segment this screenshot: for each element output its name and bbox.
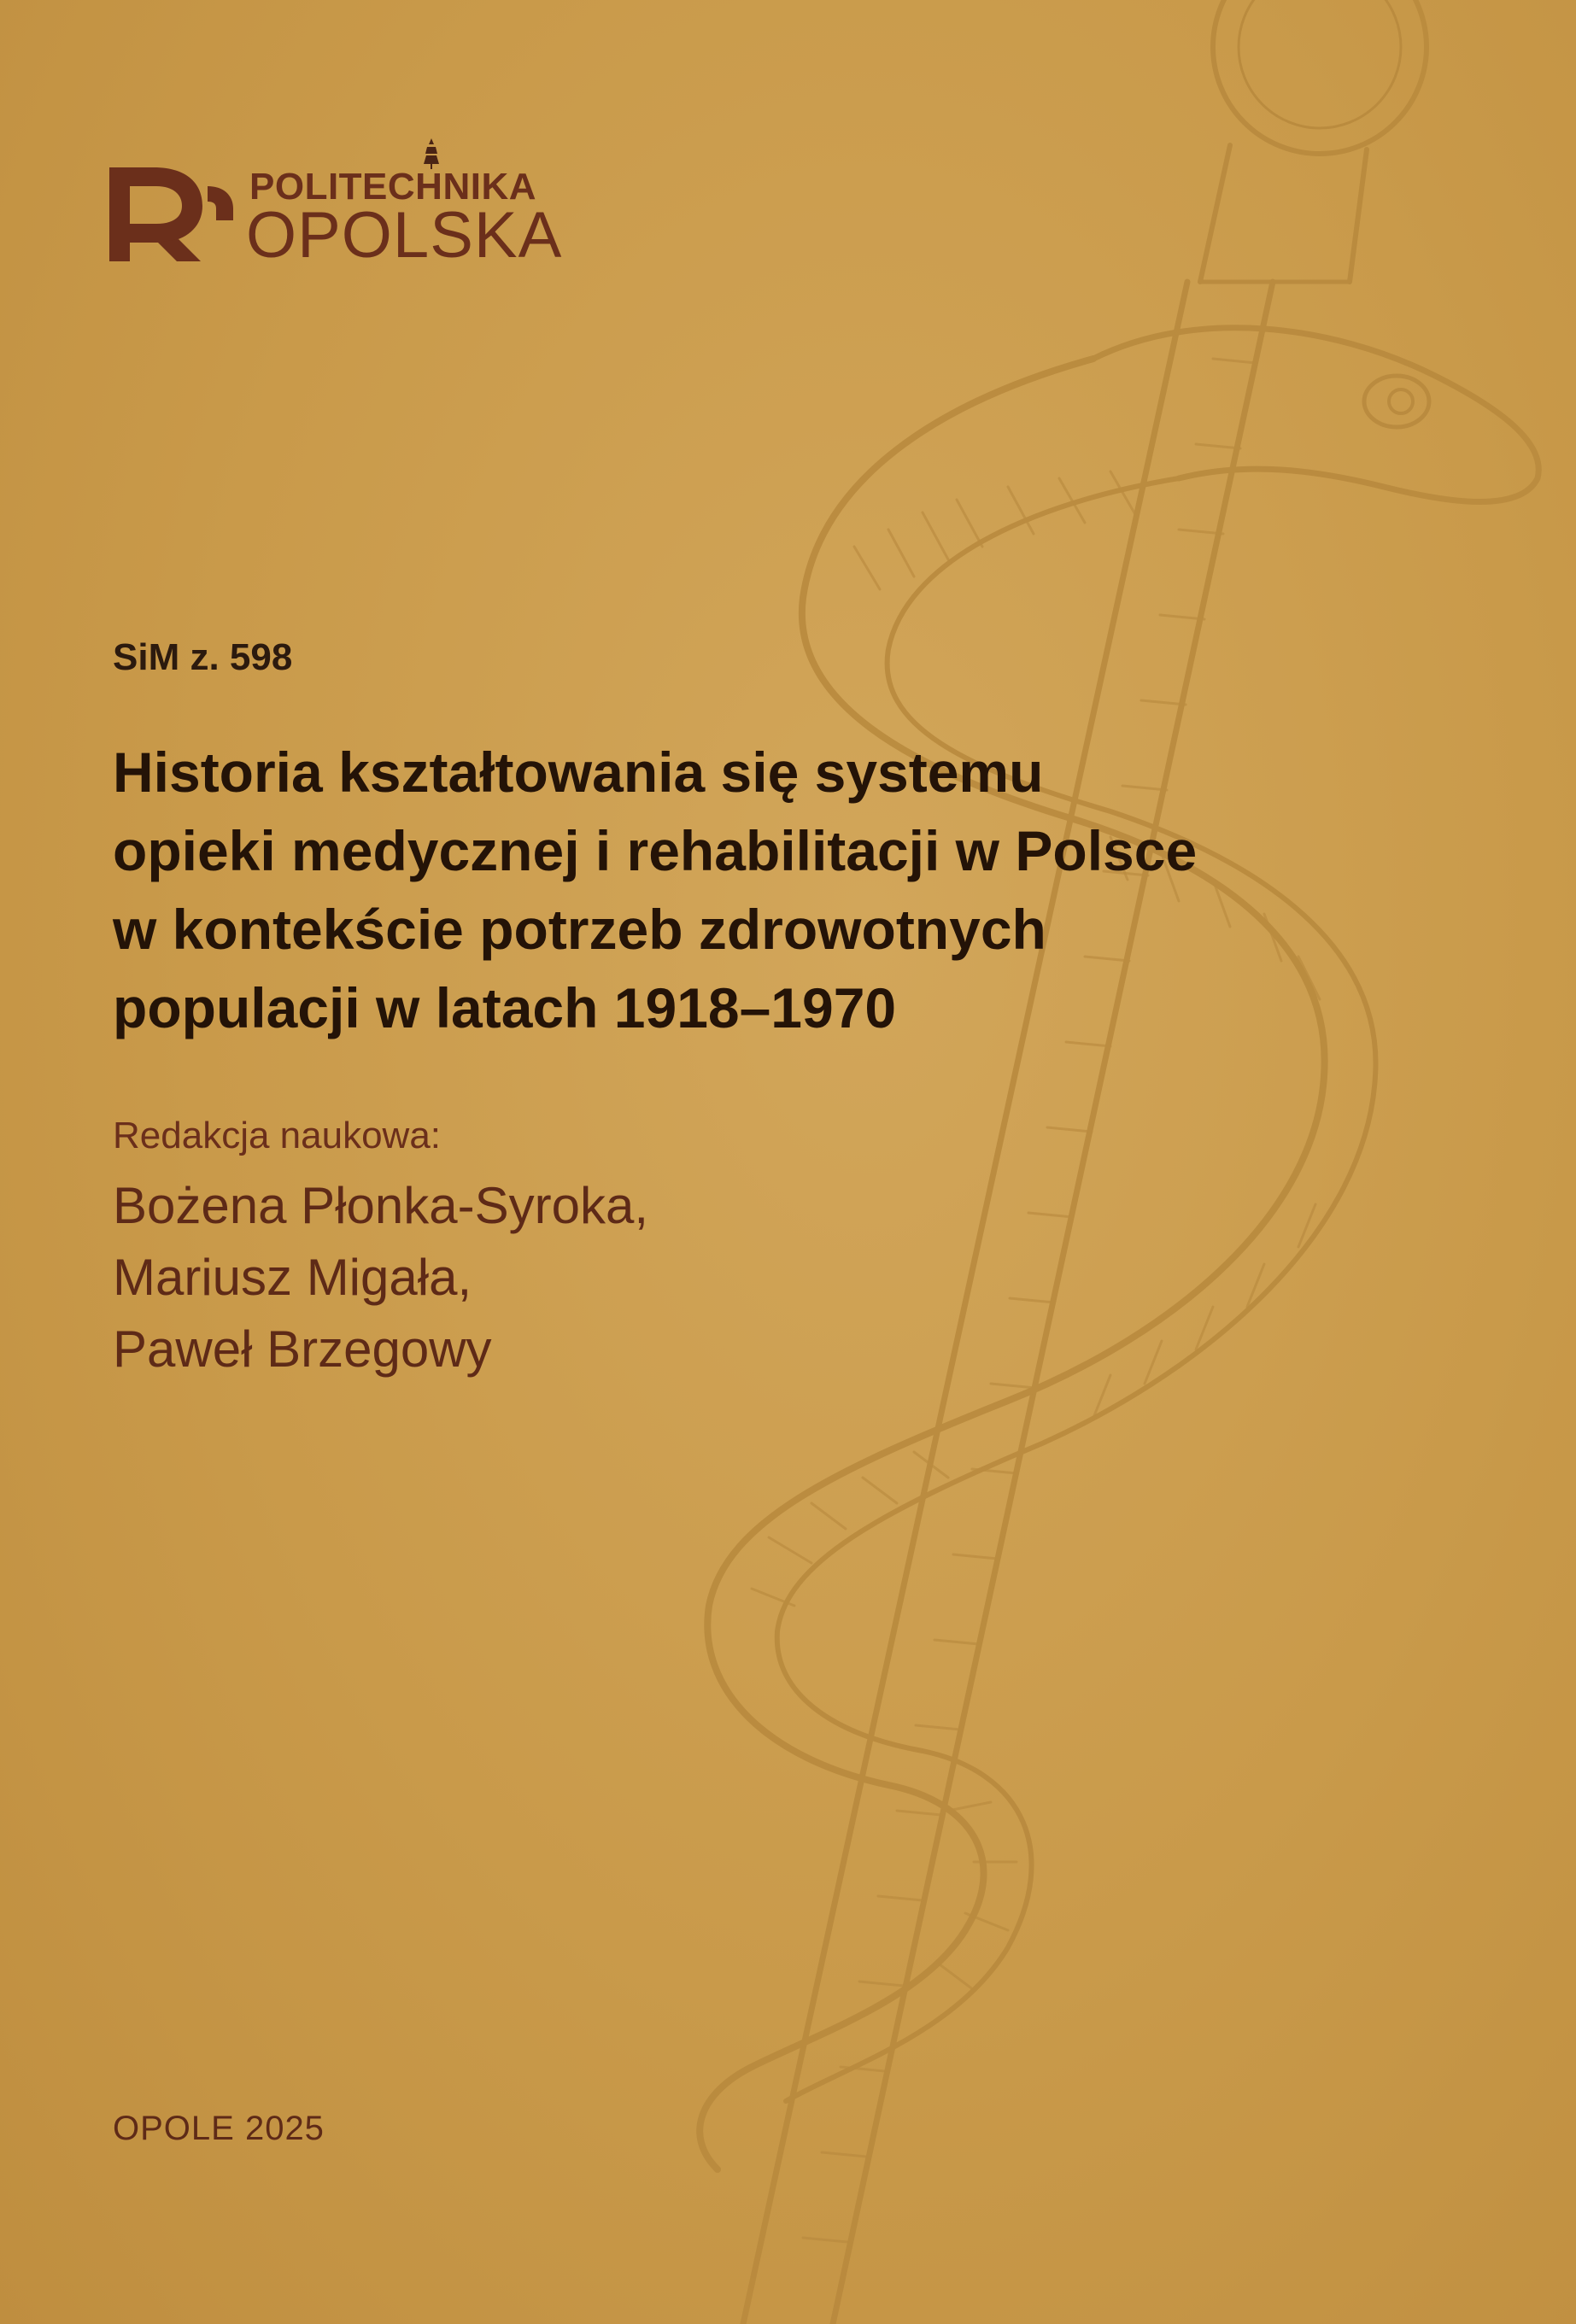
publisher-logo: [107, 137, 563, 273]
series-number: SiM z. 598: [113, 636, 293, 678]
publisher-name-line1: POLITECHNIKA: [249, 166, 536, 208]
politechnika-logo-mark-icon: [107, 167, 235, 270]
editors-label: Redakcja naukowa:: [113, 1115, 442, 1156]
editors-list: [113, 1170, 648, 1385]
editor-name: Bożena Płonka-Syroka,: [113, 1177, 649, 1234]
title-line: opieki medycznej i rehabilitacji w Polsce: [113, 819, 1198, 882]
crest-icon: [419, 137, 444, 169]
title-line: populacji w latach 1918–1970: [113, 976, 897, 1039]
editor-name: Mariusz Migała,: [113, 1249, 472, 1306]
publisher-name-line2: OPOLSKA: [246, 199, 563, 272]
title-line: Historia kształtowania się systemu: [113, 741, 1044, 804]
place-and-year: OPOLE 2025: [113, 2110, 325, 2147]
editor-name: Paweł Brzegowy: [113, 1320, 492, 1378]
title-line: w kontekście potrzeb zdrowotnych: [113, 898, 1046, 961]
book-title: [113, 733, 1522, 1047]
